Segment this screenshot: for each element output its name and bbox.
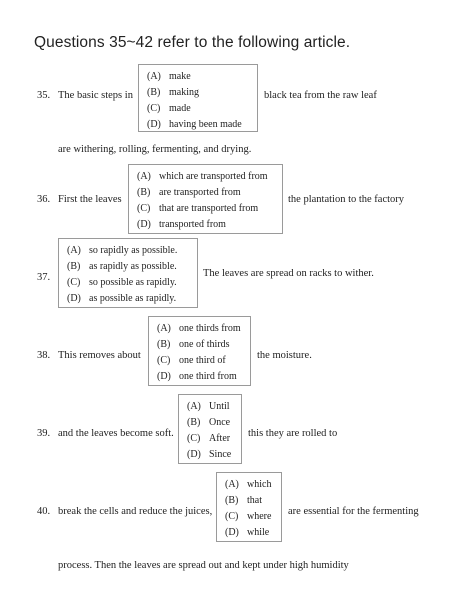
answer-options-box [58,238,198,308]
question-number: 37. [37,272,51,283]
option-c[interactable]: (C) that are transported from [137,203,259,214]
option-a[interactable]: (A) one thirds from [157,323,241,334]
option-a[interactable]: (A) which [225,479,272,490]
stem-before: First the leaves [58,194,122,205]
stem-after: The leaves are spread on racks to wither. [203,268,374,279]
answer-options-box [216,472,282,542]
option-c[interactable]: (C) where [225,511,272,522]
stem-before: The basic steps in [58,90,133,101]
option-a[interactable]: (A) make [147,71,191,82]
option-b[interactable]: (B) one of thirds [157,339,230,350]
stem-before: break the cells and reduce the juices, [58,506,213,517]
option-d[interactable]: (D) transported from [137,219,226,230]
option-c[interactable]: (C) so possible as rapidly. [67,277,177,288]
option-d[interactable]: (D) as possible as rapidly. [67,293,177,304]
question-number: 35. [37,90,51,101]
option-d[interactable]: (D) one third from [157,371,237,382]
option-a[interactable]: (A) Until [187,401,230,412]
option-c[interactable]: (C) made [147,103,191,114]
answer-options-box [178,394,242,464]
option-d[interactable]: (D) while [225,527,270,538]
stem-continuation: process. Then the leaves are spread out and kept under high humidity [58,560,349,571]
option-b[interactable]: (B) are transported from [137,187,241,198]
answer-options-box [128,164,283,234]
option-d[interactable]: (D) Since [187,449,232,460]
option-a[interactable]: (A) which are transported from [137,171,268,182]
stem-before: and the leaves become soft. [58,428,174,439]
stem-after: this they are rolled to [248,428,338,439]
option-a[interactable]: (A) so rapidly as possible. [67,245,178,256]
option-b[interactable]: (B) Once [187,417,231,428]
option-c[interactable]: (C) one third of [157,355,226,366]
stem-after: the plantation to the factory [288,194,405,205]
option-b[interactable]: (B) making [147,87,199,98]
stem-after: black tea from the raw leaf [264,90,377,101]
page-heading: Questions 35~42 refer to the following article. [34,34,351,51]
question-number: 36. [37,194,51,205]
answer-options-box [148,316,251,386]
question-number: 38. [37,350,51,361]
option-b[interactable]: (B) that [225,495,262,506]
option-d[interactable]: (D) having been made [147,119,242,130]
option-b[interactable]: (B) as rapidly as possible. [67,261,177,272]
option-c[interactable]: (C) After [187,433,231,444]
stem-continuation: are withering, rolling, fermenting, and drying. [58,144,252,155]
answer-options-box [138,64,258,132]
stem-before: This removes about [58,350,141,361]
stem-after: are essential for the fermenting [288,506,419,517]
question-number: 39. [37,428,51,439]
stem-after: the moisture. [257,350,312,361]
question-number: 40. [37,506,51,517]
